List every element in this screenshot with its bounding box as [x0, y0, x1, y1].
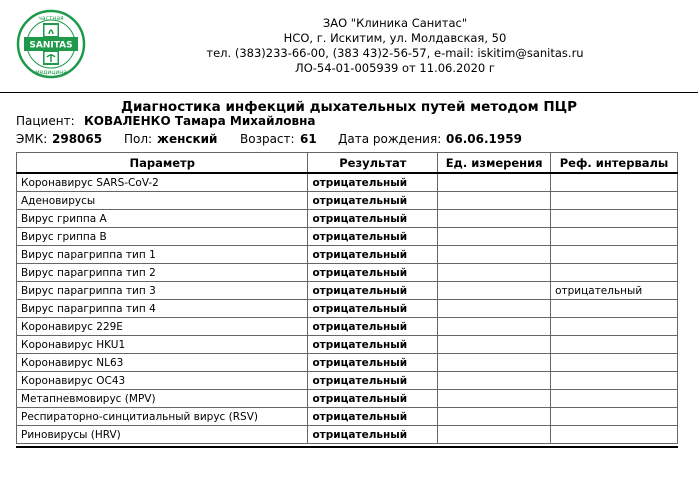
- emk-value: 298065: [52, 132, 103, 146]
- patient-details-line: [16, 132, 522, 146]
- cell-parameter: Коронавирус HKU1: [17, 336, 308, 354]
- cell-reference: отрицательный: [551, 282, 678, 300]
- report-title: Диагностика инфекций дыхательных путей методом ПЦР: [120, 99, 578, 115]
- table-bottom-rule: [16, 446, 678, 448]
- cell-parameter: Аденовирусы: [17, 192, 308, 210]
- clinic-license: ЛО-54-01-005939 от 11.06.2020 г: [295, 61, 495, 75]
- cell-unit: [438, 300, 551, 318]
- cell-result: отрицательный: [308, 408, 438, 426]
- cell-unit: [438, 264, 551, 282]
- cell-result: отрицательный: [308, 390, 438, 408]
- cell-parameter: Вирус парагриппа тип 2: [17, 264, 308, 282]
- table-row: [17, 318, 678, 336]
- cell-reference: [551, 426, 678, 444]
- table-row: [17, 210, 678, 228]
- table-row: [17, 336, 678, 354]
- dob-value: 06.06.1959: [446, 132, 522, 146]
- table-row: [17, 173, 678, 192]
- cell-reference: [551, 300, 678, 318]
- cell-result: отрицательный: [308, 210, 438, 228]
- cell-unit: [438, 408, 551, 426]
- cell-reference: [551, 372, 678, 390]
- clinic-name: ЗАО "Клиника Санитас": [322, 16, 468, 30]
- header-unit: Ед. измерения: [438, 153, 551, 174]
- cell-reference: [551, 354, 678, 372]
- cell-unit: [438, 192, 551, 210]
- cell-unit: [438, 354, 551, 372]
- logo-top-text: частная: [38, 15, 64, 22]
- clinic-contacts: тел. (383)233-66-00, (383 43)2-56-57, e-mail: iskitim@sanitas.ru: [206, 46, 584, 60]
- cell-parameter: Вирус гриппа В: [17, 228, 308, 246]
- table-header-row: [17, 153, 678, 174]
- table-row: [17, 354, 678, 372]
- cell-unit: [438, 426, 551, 444]
- cell-reference: [551, 246, 678, 264]
- cell-parameter: Вирус парагриппа тип 4: [17, 300, 308, 318]
- cell-parameter: Метапневмовирус (MPV): [17, 390, 308, 408]
- cell-reference: [551, 336, 678, 354]
- sex-label: Пол:: [124, 132, 153, 146]
- cell-result: отрицательный: [308, 372, 438, 390]
- table-row: [17, 228, 678, 246]
- cell-reference: [551, 173, 678, 192]
- cell-result: отрицательный: [308, 282, 438, 300]
- clinic-header: [100, 16, 690, 76]
- table-row: [17, 390, 678, 408]
- cell-result: отрицательный: [308, 192, 438, 210]
- cell-parameter: Коронавирус SARS-CoV-2: [17, 173, 308, 192]
- cell-result: отрицательный: [308, 228, 438, 246]
- patient-label: Пациент:: [16, 114, 75, 128]
- patient-line: [16, 114, 316, 128]
- cell-reference: [551, 192, 678, 210]
- table-row: [17, 192, 678, 210]
- dob-label: Дата рождения:: [338, 132, 442, 146]
- header-divider: [0, 92, 698, 93]
- clinic-logo: [16, 9, 86, 79]
- cell-result: отрицательный: [308, 318, 438, 336]
- cell-unit: [438, 390, 551, 408]
- cell-unit: [438, 210, 551, 228]
- cell-result: отрицательный: [308, 426, 438, 444]
- cell-parameter: Вирус парагриппа тип 1: [17, 246, 308, 264]
- cell-unit: [438, 282, 551, 300]
- cell-reference: [551, 210, 678, 228]
- table-row: [17, 282, 678, 300]
- cell-reference: [551, 228, 678, 246]
- cell-result: отрицательный: [308, 336, 438, 354]
- table-row: [17, 300, 678, 318]
- cell-reference: [551, 390, 678, 408]
- cell-reference: [551, 408, 678, 426]
- logo-name-text: SANITAS: [29, 40, 73, 51]
- cell-result: отрицательный: [308, 264, 438, 282]
- clinic-address: НСО, г. Искитим, ул. Молдавская, 50: [283, 31, 507, 45]
- header-result: Результат: [308, 153, 438, 174]
- cell-result: отрицательный: [308, 246, 438, 264]
- cell-parameter: Коронавирус NL63: [17, 354, 308, 372]
- cell-parameter: Коронавирус OC43: [17, 372, 308, 390]
- age-label: Возраст:: [240, 132, 295, 146]
- cell-unit: [438, 318, 551, 336]
- table-row: [17, 264, 678, 282]
- cell-parameter: Респираторно-синцитиальный вирус (RSV): [17, 408, 308, 426]
- header-parameter: Параметр: [17, 153, 308, 174]
- logo-bottom-text: медицина: [35, 69, 67, 76]
- cell-result: отрицательный: [308, 173, 438, 192]
- cell-unit: [438, 246, 551, 264]
- table-row: [17, 426, 678, 444]
- cell-parameter: Риновирусы (HRV): [17, 426, 308, 444]
- cell-result: отрицательный: [308, 354, 438, 372]
- cell-reference: [551, 264, 678, 282]
- header-reference: Реф. интервалы: [551, 153, 678, 174]
- table-row: [17, 408, 678, 426]
- results-table: [16, 152, 678, 444]
- table-row: [17, 372, 678, 390]
- cell-unit: [438, 372, 551, 390]
- cell-result: отрицательный: [308, 300, 438, 318]
- cell-reference: [551, 318, 678, 336]
- age-value: 61: [300, 132, 317, 146]
- emk-label: ЭМК:: [16, 132, 48, 146]
- cell-parameter: Коронавирус 229E: [17, 318, 308, 336]
- sex-value: женский: [157, 132, 218, 146]
- cell-parameter: Вирус гриппа А: [17, 210, 308, 228]
- table-row: [17, 246, 678, 264]
- patient-name: КОВАЛЕНКО Тамара Михайловна: [84, 114, 316, 128]
- cell-unit: [438, 173, 551, 192]
- cell-unit: [438, 228, 551, 246]
- cell-unit: [438, 336, 551, 354]
- cell-parameter: Вирус парагриппа тип 3: [17, 282, 308, 300]
